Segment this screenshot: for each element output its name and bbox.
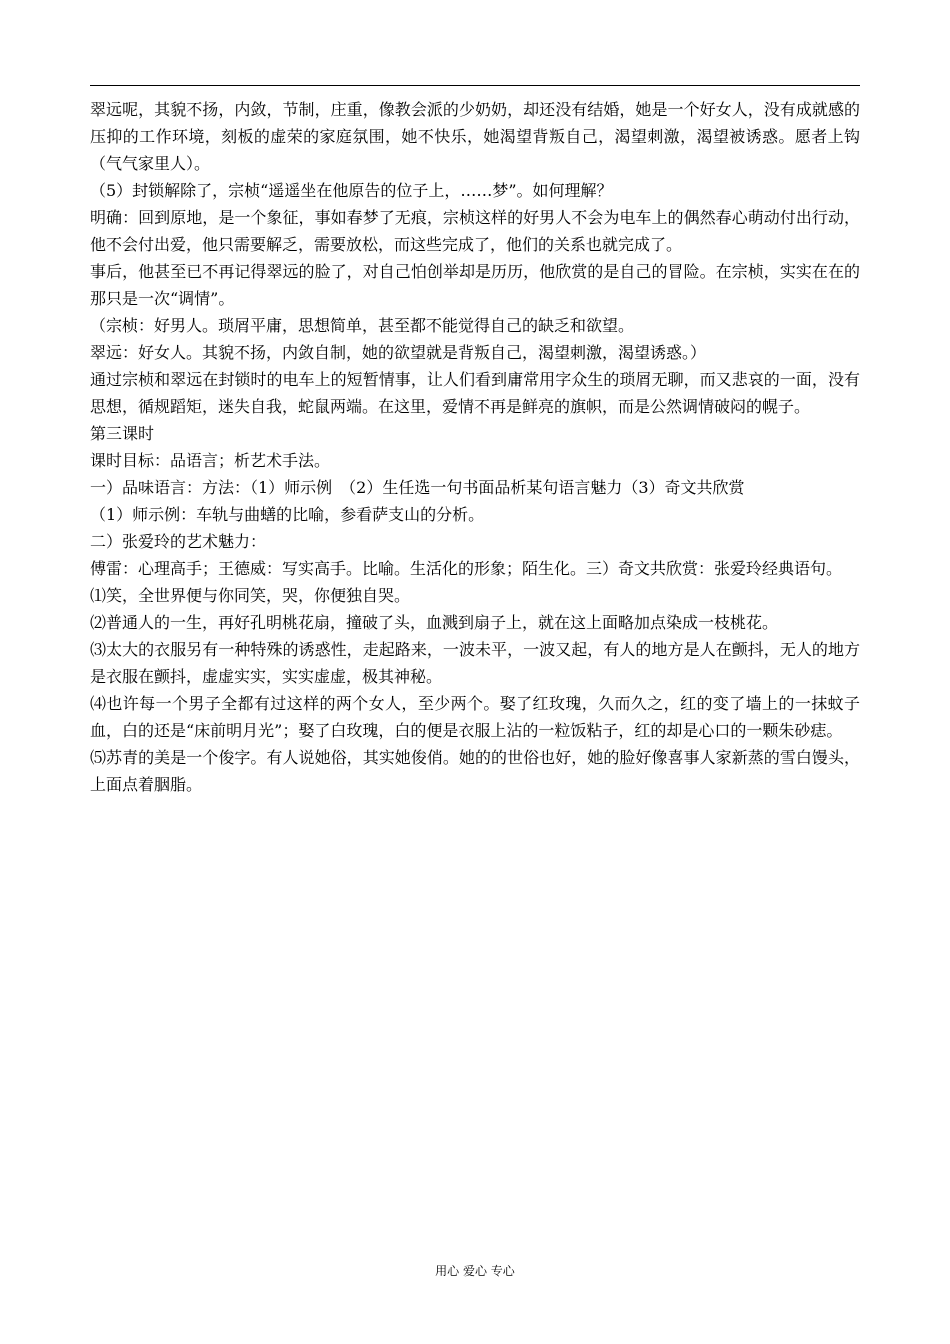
quote-3: ⑶太大的衣服另有一种特殊的诱惑性，走起路来，一波未平，一波又起，有人的地方是人在颤抖，无人的地方是衣服在颤抖，虚虚实实，实实虚虚，极其神秘。 <box>90 640 860 686</box>
paragraph-conclusion: 通过宗桢和翠远在封锁时的电车上的短暂情事，让人们看到庸常用字众生的琐屑无聊，而又悲哀的一面，没有思想，循规蹈矩，迷失自我，蛇鼠两端。在这里，爱情不再是鲜亮的旗帜，而是公然调情破闷的幌子。 <box>90 370 860 416</box>
paragraph-critics: 傅雷：心理高手；王德威：写实高手。比喻。生活化的形象；陌生化。三）奇文共欣赏：张爱玲经典语句。 <box>90 559 843 578</box>
page-footer: 用心 爱心 专心 <box>435 1264 515 1278</box>
document-body <box>90 96 860 798</box>
section-language-methods: 一）品味语言：方法：（1）师示例 （2）生任选一句书面品析某句语言魅力（3）奇文共欣赏 <box>90 478 745 497</box>
paragraph-zongzhen-summary: （宗桢：好男人。琐屑平庸，思想简单，甚至都不能觉得自己的缺乏和欲望。 <box>90 316 635 335</box>
paragraph-answer: 明确：回到原地，是一个象征，事如春梦了无痕，宗桢这样的好男人不会为电车上的偶然春心萌动付出行动，他不会付出爱，他只需要解乏，需要放松，而这些完成了，他们的关系也就完成了。 <box>90 208 860 254</box>
paragraph-question-5: （5）封锁解除了，宗桢“遥遥坐在他原告的位子上，……梦”。如何理解？ <box>90 181 613 200</box>
paragraph-cuiyuan-summary: 翠远：好女人。其貌不扬，内敛自制，她的欲望就是背叛自己，渴望刺激，渴望诱惑。） <box>90 343 707 362</box>
paragraph-teacher-example: （1）师示例：车轨与曲蟮的比喻，参看萨支山的分析。 <box>90 505 485 524</box>
quote-5: ⑸苏青的美是一个俊字。有人说她俗，其实她俊俏。她的的世俗也好，她的脸好像喜事人家新蒸的雪白馒头，上面点着胭脂。 <box>90 748 860 794</box>
quote-4: ⑷也许每一个男子全都有过这样的两个女人，至少两个。娶了红玫瑰，久而久之，红的变了墙上的一抹蚊子血，白的还是“床前明月光”；娶了白玫瑰，白的便是衣服上沾的一粒饭粘子，红的却是心口的一颗朱砂痣。 <box>90 694 860 740</box>
quote-1: ⑴笑，全世界便与你同笑，哭，你便独自哭。 <box>90 586 411 605</box>
lesson-objective: 课时目标：品语言；析艺术手法。 <box>90 451 331 470</box>
header-rule <box>90 85 860 86</box>
paragraph-cuiyuan-description: 翠远呢，其貌不扬，内敛，节制，庄重，像教会派的少奶奶，却还没有结婚，她是一个好女人，没有成就感的压抑的工作环境，刻板的虚荣的家庭氛围，她不快乐，她渴望背叛自己，渴望刺激，渴望被诱惑。愿者上钩（气气家里人）。 <box>90 100 860 173</box>
section-artistic-charm: 二）张爱玲的艺术魅力： <box>90 532 267 551</box>
quote-2: ⑵普通人的一生，再好孔明桃花扇，撞破了头，血溅到扇子上，就在这上面略加点染成一枝桃花。 <box>90 613 779 632</box>
paragraph-afterwards: 事后，他甚至已不再记得翠远的脸了，对自己怕创举却是历历，他欣赏的是自己的冒险。在宗桢，实实在在的那只是一次“调情”。 <box>90 262 860 308</box>
lesson-heading: 第三课时 <box>90 424 155 443</box>
